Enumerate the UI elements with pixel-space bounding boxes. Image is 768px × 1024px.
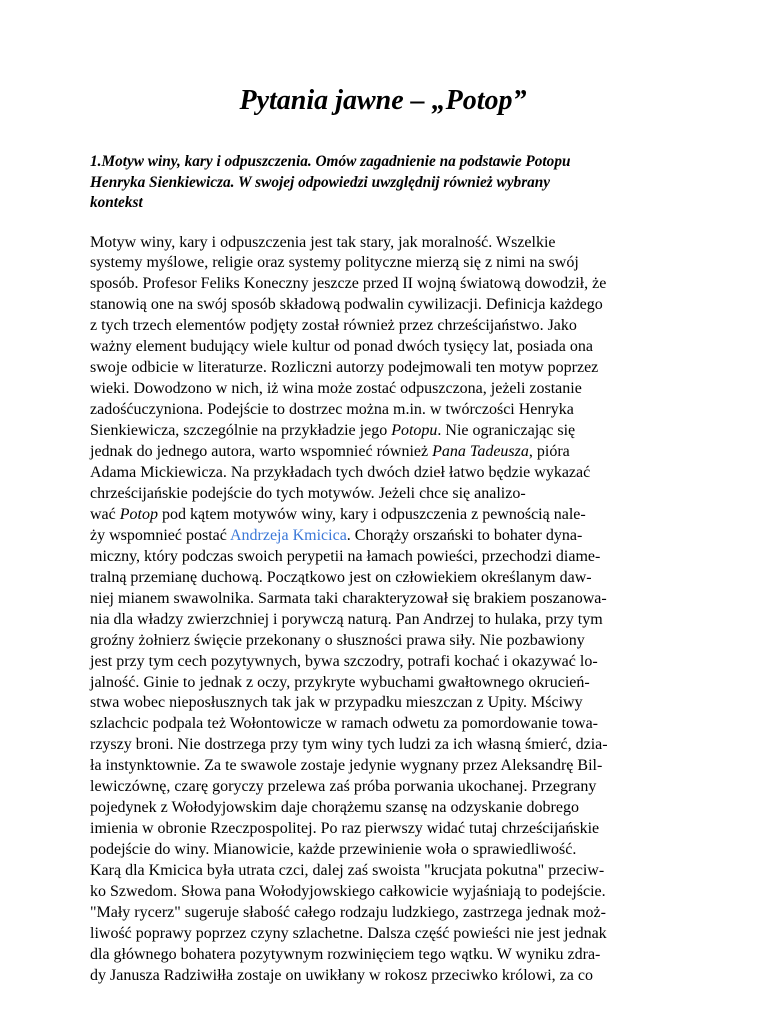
body-text-segment: wać [90,505,120,523]
body-text-segment: chrześcijańskie podejście do tych motywów. Jeżeli chce się analizo- [90,484,526,502]
body-line [90,945,676,966]
body-text-segment: . Nie ograniczając się [437,422,576,440]
body-line [90,777,676,798]
body-text-segment: lewiczównę, czarę goryczy przelewa zaś próba porwania ukochanej. Przegrany [90,778,597,796]
body-line [90,673,676,694]
body-text-segment: ła instynktownie. Za te swawole zostaje jedynie wygnany przez Aleksandrę Bil- [90,757,603,775]
question-line: 1.Motyw winy, kary i odpuszczenia. Omów zagadnienie na podstawie Potopu [90,153,571,170]
body-text-segment: imienia w obronie Rzeczpospolitej. Po raz pierwszy widać tutaj chrześcijańskie [90,820,600,838]
body-line [90,589,676,610]
body-text-segment: liwość poprawy poprzez czyny szlachetne. Dalsza część powieści nie jest jednak [90,924,607,942]
body-line [90,631,676,652]
body-line [90,819,676,840]
body-text-segment: nia dla władzy zwierzchniej i porywczą naturą. Pan Andrzej to hulaka, przy tym [90,610,603,628]
body-text-segment: miczny, który podczas swoich perypetii na łamach powieści, przechodzi diame- [90,547,601,565]
body-text-segment: stwa wobec nieposłusznych tak jak w przypadku mieszczan z Upity. Mściwy [90,694,583,712]
body-text-segment: swoje odbicie w literaturze. Rozliczni autorzy podejmowali ten motyw poprzez [90,359,599,377]
body-text-segment: sposób. Profesor Feliks Koneczny jeszcze przed II wojną światową dowodził, że [90,275,607,293]
question-line: Henryka Sienkiewicza. W swojej odpowiedzi uwzględnij również wybrany [90,173,551,191]
body-line [90,882,676,903]
body-line [90,337,676,358]
body-line [90,652,676,673]
body-line [90,233,676,254]
body-line [90,484,676,505]
body-line [90,840,676,861]
body-line [90,505,676,526]
body-text-segment: ko Szwedom. Słowa pana Wołodyjowskiego całkowicie wyjaśniają to podejście. [90,883,606,901]
italic-title: Potopu [391,422,438,440]
body-line [90,568,676,589]
body-text-segment: systemy myślowe, religie oraz systemy polityczne mierzą się z nimi na swój [90,254,579,272]
question-heading [90,152,676,214]
body-text-segment: jednak do jednego autora, warto wspomnieć również [90,443,433,461]
body-line [90,861,676,882]
body-text-segment: jalność. Ginie to jednak z oczy, przykryte wybuchami gwałtownego okrucień- [90,673,590,691]
body-line [90,400,676,421]
body-text-segment: jest przy tym cech pozytywnych, bywa szczodry, potrafi kochać i okazywać lo- [90,652,598,670]
body-text-segment: Sienkiewicza, szczególnie na przykładzie jego [90,422,392,440]
body-text-segment: Motyw winy, kary i odpuszczenia jest tak stary, jak moralność. Wszelkie [90,233,556,251]
body-line [90,253,676,274]
body-text-segment: Adama Mickiewicza. Na przykładach tych dwóch dzieł łatwo będzie wykazać [90,463,591,481]
body-line [90,379,676,400]
body-line [90,756,676,777]
body-text-segment: dy Janusza Radziwiłła zostaje on uwikłany w rokosz przeciwko królowi, za co [90,966,593,984]
body-text-segment: , pióra [528,443,570,461]
body-text-segment: ważny element budujący wiele kultur od ponad dwóch tysięcy lat, posiada ona [90,338,593,356]
body-line [90,526,676,547]
body-line [90,924,676,945]
italic-title: Potop [119,505,158,523]
body-text-segment: niej mianem swawolnika. Sarmata taki charakteryzował się brakiem poszanowa- [90,589,607,607]
body-paragraph [90,233,676,987]
body-line [90,610,676,631]
body-line [90,547,676,568]
character-link[interactable]: Andrzeja Kmicica [229,526,347,544]
body-line [90,966,676,987]
body-text-segment: groźny żołnierz święcie przekonany o słuszności prawa siły. Nie pozbawiony [90,631,585,649]
body-line [90,274,676,295]
body-text-segment: ży wspomnieć postać [90,526,230,544]
page-title: Pytania jawne – „Potop” [239,85,527,116]
body-line [90,442,676,463]
body-line [90,358,676,379]
body-line [90,463,676,484]
body-text-segment: dla głównego bohatera pozytywnym rozwinięciem tego wątku. W wyniku zdra- [90,945,601,963]
body-line [90,693,676,714]
document-page [90,84,676,987]
body-text-segment: pojedynek z Wołodyjowskim daje chorążemu szansę na odzyskanie dobrego [90,799,579,817]
body-text-segment: . Chorąży orszański to bohater dyna- [346,526,583,544]
body-line [90,735,676,756]
body-line [90,714,676,735]
body-text-segment: tralną przemianę duchową. Początkowo jest on człowiekiem określanym daw- [90,568,592,586]
body-text-segment: podejście do winy. Mianowicie, każde przewinienie woła o sprawiedliwość. [90,841,577,859]
question-line: kontekst [90,194,143,211]
body-text-segment: "Mały rycerz" sugeruje słabość całego rodzaju ludzkiego, zastrzega jednak moż- [90,904,606,921]
body-line [90,798,676,819]
body-text-segment: stanowią one na swój sposób składową podwalin cywilizacji. Definicja każdego [90,296,603,314]
body-text-segment: pod kątem motywów winy, kary i odpuszczenia z pewnością nale- [157,505,586,523]
body-text-segment: wieki. Dowodzono w nich, iż wina może zostać odpuszczona, jeżeli zostanie [90,380,582,398]
body-line [90,421,676,442]
body-text-segment: szlachcic podpala też Wołontowicze w ramach odwetu za pomordowanie towa- [90,715,598,733]
body-text-segment: Karą dla Kmicica była utrata czci, dalej zaś swoista "krucjata pokutna" przeciw- [90,862,605,880]
body-line [90,903,676,924]
body-line [90,295,676,316]
body-text-segment: rzyszy broni. Nie dostrzega przy tym winy tych ludzi za ich własną śmierć, dzia- [90,736,608,754]
italic-title: Pana Tadeusza [432,443,529,461]
body-text-segment: z tych trzech elementów podjęty został również przez chrześcijaństwo. Jako [90,317,577,335]
body-text-segment: zadośćuczyniona. Podejście to dostrzec można m.in. w twórczości Henryka [90,401,574,419]
body-line [90,316,676,337]
